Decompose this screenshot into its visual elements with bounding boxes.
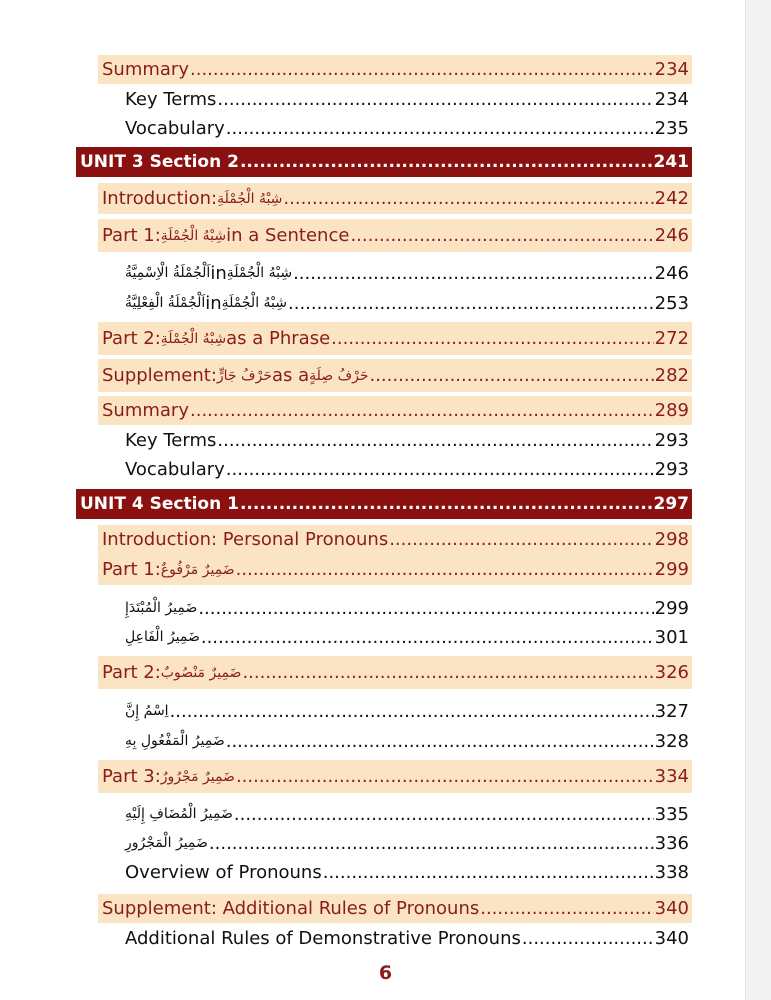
dot-leader: [480, 898, 653, 919]
toc-entry-label: Summary: [102, 400, 189, 421]
dot-leader: [242, 662, 653, 683]
toc-subentry-ism-inna[interactable]: [123, 697, 692, 725]
toc-page-number: 334: [654, 766, 689, 787]
toc-subentry-overview[interactable]: [123, 858, 692, 886]
dot-leader: [190, 400, 654, 421]
dot-leader: [293, 263, 654, 284]
toc-page-number: 234: [654, 89, 689, 110]
arabic-term: ضَمِيرٌ مَرْفُوعٌ: [160, 561, 235, 578]
toc-subentry-nominal-sentence[interactable]: [123, 259, 692, 287]
toc-subentry-verbal-sentence[interactable]: [123, 289, 692, 317]
toc-page-number: 335: [654, 803, 689, 825]
toc-subentry-doer-pronoun[interactable]: [123, 623, 692, 651]
arabic-term: ضَمِيرٌ مَنْصُوبٌ: [160, 664, 242, 681]
toc-page-number: 297: [653, 494, 689, 514]
toc-entry-label-suffix: as a Phrase: [226, 328, 331, 349]
arabic-term: شِبْهُ الْجُمْلَةِ: [221, 295, 287, 311]
arabic-term: ضَمِيرُ الْمُضَافِ إِلَيْهِ: [125, 806, 233, 822]
toc-unit-heading[interactable]: [76, 147, 692, 177]
arabic-term: اَلْجُمْلَةُ الْفِعْلِيَّةُ: [125, 295, 206, 311]
dot-leader: [350, 225, 653, 246]
dot-leader: [209, 833, 654, 854]
dot-leader: [288, 293, 654, 314]
dot-leader: [234, 804, 654, 825]
dot-leader: [198, 598, 653, 619]
toc-section-part-2[interactable]: [98, 322, 692, 355]
dot-leader: [226, 459, 654, 480]
arabic-term: ضَمِيرُ الْمُبْتَدَإِ: [125, 600, 198, 616]
toc-page-number: 246: [654, 262, 689, 284]
toc-subentry-vocabulary[interactable]: [123, 115, 692, 142]
dot-leader: [226, 118, 654, 139]
toc-entry-label: Part 1:: [102, 225, 161, 246]
toc-subentry-object-pronoun[interactable]: [123, 727, 692, 755]
toc-entry-label: Supplement:: [102, 365, 217, 386]
toc-page-number: 299: [654, 559, 689, 580]
toc-section-introduction[interactable]: [98, 525, 692, 554]
toc-section-supplement[interactable]: [98, 894, 692, 923]
dot-leader: [217, 89, 653, 110]
toc-page-number: 338: [654, 861, 689, 883]
toc-entry-label: Introduction:: [102, 188, 218, 209]
toc-section-introduction[interactable]: [98, 183, 692, 214]
toc-entry-label: Part 3:: [102, 766, 161, 787]
toc-section-summary[interactable]: [98, 396, 692, 425]
toc-page-number: 242: [654, 188, 689, 209]
toc-entry-label: Part 2:: [102, 328, 161, 349]
toc-page-number: 235: [654, 118, 689, 139]
toc-entry-label: Overview of Pronouns: [125, 861, 322, 883]
toc-subentry-subject-pronoun[interactable]: [123, 594, 692, 622]
dot-leader: [283, 188, 653, 209]
toc-page-number: 301: [654, 626, 689, 648]
page-edge: [745, 0, 771, 1000]
toc-subentry-key-terms[interactable]: [123, 427, 692, 454]
toc-page-number: 299: [654, 597, 689, 619]
toc-page-number: 340: [654, 927, 689, 949]
toc-page-number: 298: [654, 529, 689, 550]
arabic-term: ضَمِيرُ الْمَفْعُولِ بِهِ: [125, 733, 225, 749]
toc-entry-label: Key Terms: [125, 89, 217, 110]
toc-entry-label: UNIT 3 Section 2: [80, 152, 239, 172]
arabic-term: اَلْجُمْلَةُ الْاِسْمِيَّةُ: [125, 265, 211, 281]
toc-subentry-vocabulary[interactable]: [123, 456, 692, 483]
arabic-term: ضَمِيرُ الْفَاعِلِ: [125, 629, 200, 645]
toc-page-number: 328: [654, 730, 689, 752]
toc-page-number: 253: [654, 292, 689, 314]
arabic-term: حَرْفُ صِلَةٍ: [309, 367, 369, 384]
arabic-term: شِبْهُ الْجُمْلَةِ: [217, 190, 283, 207]
toc-page-number: 272: [654, 328, 689, 349]
toc-unit-heading[interactable]: [76, 489, 692, 519]
toc-subentry-mudaf-ilayhi[interactable]: [123, 800, 692, 828]
dot-leader: [389, 529, 653, 550]
toc-section-part-1[interactable]: [98, 219, 692, 252]
toc-page-number: 282: [654, 365, 689, 386]
toc-entry-label: UNIT 4 Section 1: [80, 494, 239, 514]
toc-page-number: 340: [654, 898, 689, 919]
toc-entry-label-suffix: in a Sentence: [226, 225, 350, 246]
toc-subentry-demonstrative-rules[interactable]: [123, 924, 692, 952]
toc-page-number: 327: [654, 700, 689, 722]
dot-leader: [190, 59, 654, 80]
dot-leader: [226, 731, 654, 752]
toc-section-part-2[interactable]: [98, 656, 692, 689]
toc-page-number: 326: [654, 662, 689, 683]
arabic-term: شِبْهُ الْجُمْلَةِ: [160, 330, 227, 347]
arabic-term: ضَمِيرُ الْمَجْرُورِ: [125, 835, 208, 851]
arabic-term: ضَمِيرٌ مَجْرُورٌ: [160, 768, 235, 785]
toc-entry-label: Introduction: Personal Pronouns: [102, 529, 389, 550]
toc-section-part-1[interactable]: [98, 554, 692, 585]
toc-section-part-3[interactable]: [98, 760, 692, 793]
dot-leader: [240, 494, 653, 514]
toc-page-number: 234: [654, 59, 689, 80]
toc-entry-label: Additional Rules of Demonstrative Pronouns: [125, 927, 521, 949]
arabic-term: شِبْهُ الْجُمْلَةِ: [226, 265, 293, 281]
toc-section-summary[interactable]: [98, 55, 692, 84]
toc-entry-label: in: [205, 292, 222, 314]
toc-page-number: 336: [654, 832, 689, 854]
toc-entry-label: Key Terms: [125, 430, 217, 451]
toc-entry-label: Summary: [102, 59, 189, 80]
toc-page-number: 293: [654, 430, 689, 451]
toc-subentry-key-terms[interactable]: [123, 86, 692, 113]
arabic-term: شِبْهُ الْجُمْلَةِ: [160, 227, 227, 244]
dot-leader: [323, 862, 654, 883]
dot-leader: [236, 766, 654, 787]
arabic-term: اِسْمُ إِنَّ: [125, 703, 169, 719]
toc-section-supplement[interactable]: [98, 359, 692, 392]
dot-leader: [201, 627, 654, 648]
toc-subentry-majrur-pronoun[interactable]: [123, 829, 692, 857]
toc-page-number: 289: [654, 400, 689, 421]
dot-leader: [240, 152, 653, 172]
toc-page-number: 241: [653, 152, 689, 172]
toc-entry-label: Part 1:: [102, 559, 161, 580]
toc-entry-label: Supplement: Additional Rules of Pronouns: [102, 898, 480, 919]
toc-entry-label: in: [210, 262, 227, 284]
dot-leader: [331, 328, 653, 349]
dot-leader: [522, 928, 654, 949]
page-number: 6: [378, 962, 393, 984]
dot-leader: [170, 701, 654, 722]
toc-page-number: 293: [654, 459, 689, 480]
dot-leader: [217, 430, 653, 451]
dot-leader: [236, 559, 654, 580]
toc-entry-label: Part 2:: [102, 662, 161, 683]
toc-entry-label: Vocabulary: [125, 118, 225, 139]
toc-entry-label: Vocabulary: [125, 459, 225, 480]
dot-leader: [369, 365, 653, 386]
toc-entry-label-suffix: as a: [271, 365, 310, 386]
arabic-term: حَرْفُ جَارٍّ: [216, 367, 272, 384]
toc-page-number: 246: [654, 225, 689, 246]
